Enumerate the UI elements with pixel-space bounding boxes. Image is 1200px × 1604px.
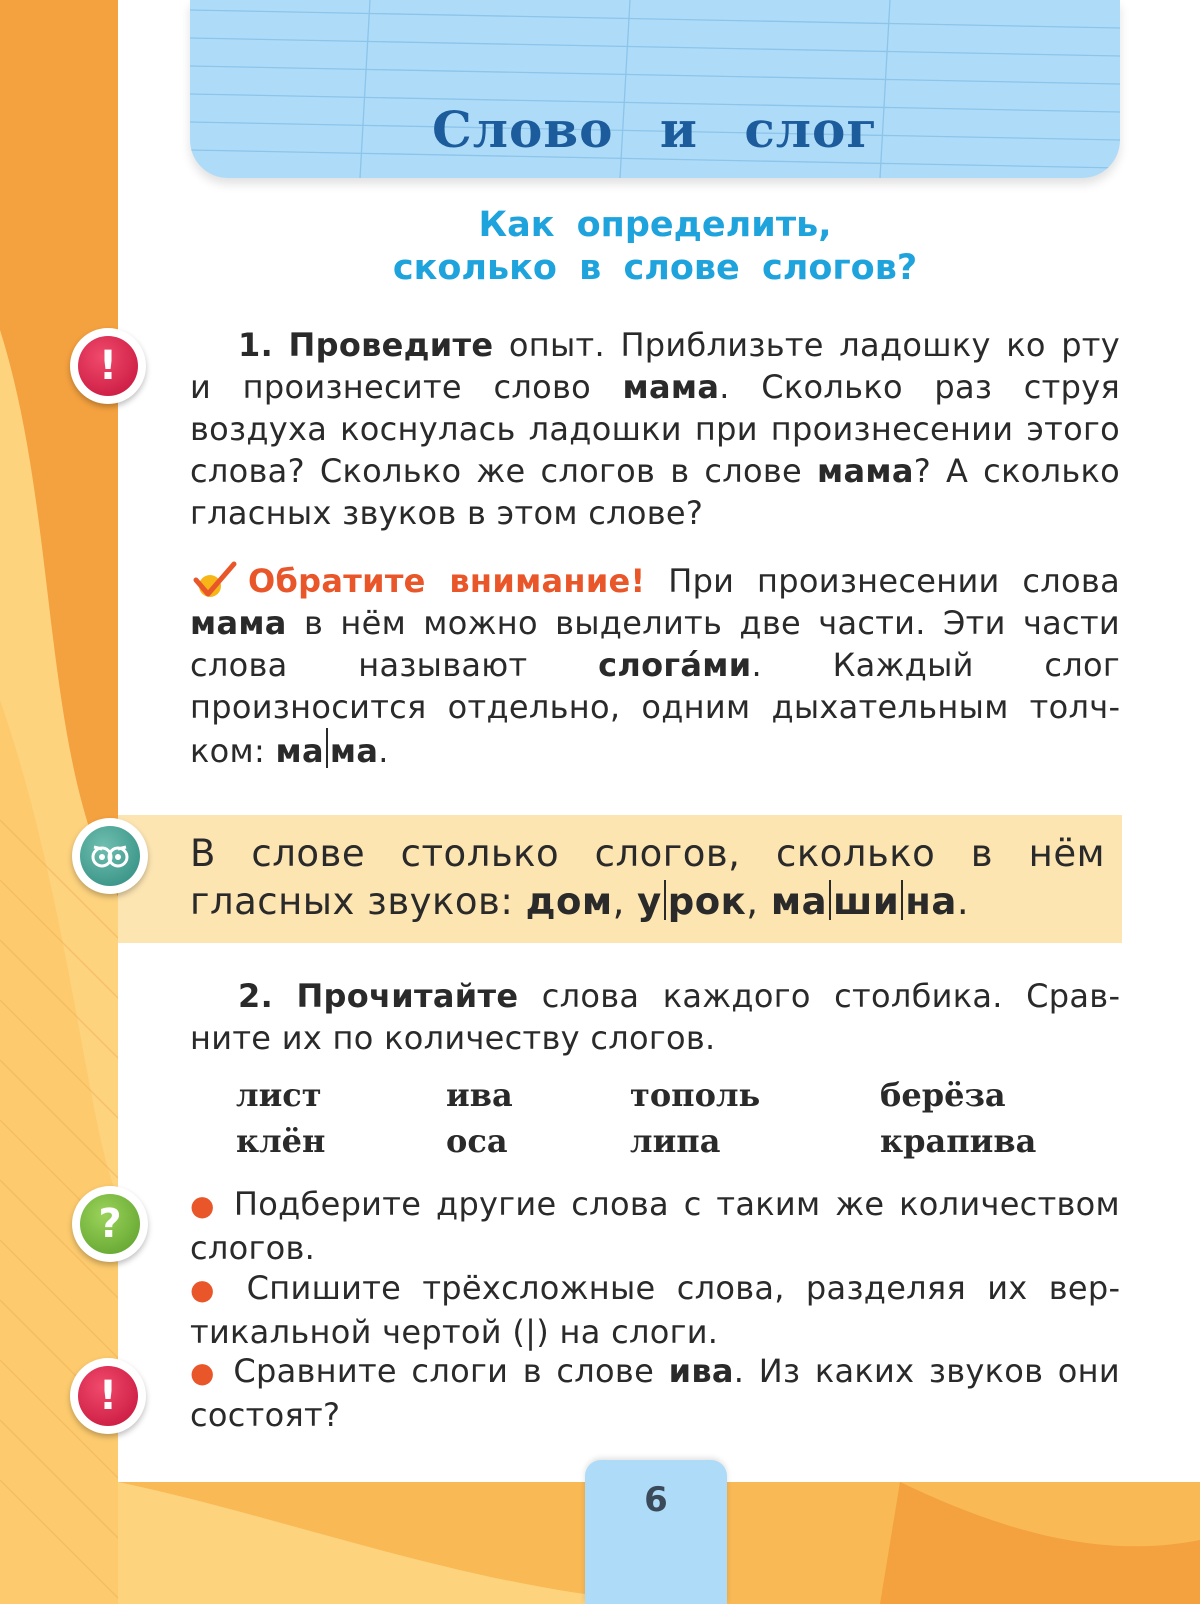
task-1-word: мама (622, 368, 720, 406)
page-number-tab (585, 1460, 727, 1604)
question-marker (72, 1186, 148, 1262)
syllable: ма (770, 880, 828, 923)
owl-icon (80, 826, 140, 886)
task-2-text: слова каждого столбика. Сравните их по количеству слогов. (190, 977, 1120, 1057)
notice-label: Обратите внимание! (248, 562, 646, 600)
notice-term: слога́ми (598, 646, 752, 684)
exclamation-icon: ! (78, 336, 138, 396)
punctuation: , (746, 880, 771, 923)
syllable-divider (829, 880, 831, 920)
syllable: у (637, 880, 662, 923)
syllable-divider (326, 728, 328, 768)
task-1-number: 1. (238, 326, 274, 364)
exclamation-icon: ! (78, 1366, 138, 1426)
notice-text: . (378, 732, 389, 770)
task-2-number: 2. (238, 977, 274, 1015)
task-2-verb: Прочитайте (296, 977, 519, 1015)
notice-word: мама (190, 604, 287, 642)
title-banner (190, 0, 1120, 178)
page-number: 6 (644, 1480, 668, 1520)
word: крапива (880, 1122, 1037, 1160)
notice-text: в нём можно выделить две части. Эти части слова называют (190, 604, 1120, 684)
bullet-icon: ● (190, 1273, 226, 1306)
bullet-text: Сравните слоги в слове (218, 1352, 669, 1390)
exclamation-marker (70, 328, 146, 404)
bullet-icon: ● (190, 1356, 219, 1389)
rule-text (190, 830, 1105, 926)
bullet-item-1 (190, 1183, 1120, 1269)
rule-sentence: В слове столько слогов, сколько в нём гласных звуков: (190, 832, 1105, 923)
syllable: на (905, 880, 957, 923)
word: оса (446, 1122, 508, 1160)
bullet-item-3 (190, 1350, 1120, 1436)
task-1-verb: Проведите (288, 326, 494, 364)
syllable-divider (664, 880, 666, 920)
word: ива (446, 1076, 513, 1114)
word: тополь (630, 1076, 761, 1114)
task-1-word: мама (817, 452, 914, 490)
word: липа (630, 1122, 721, 1160)
bullet-text: . Из каких звуков они состоят? (190, 1352, 1120, 1434)
bullet-text: Подберите другие слова с таким же количеством слогов. (190, 1185, 1120, 1267)
rule-example: дом (525, 880, 613, 923)
task-1-text: ? А сколько гласных звуков в этом слове? (190, 452, 1120, 532)
syllable: рок (667, 880, 747, 923)
task-2 (190, 975, 1120, 1059)
word: лист (236, 1076, 322, 1114)
page-title: Слово и слог (431, 100, 879, 159)
bullet-icon: ● (190, 1189, 220, 1222)
word: берёза (880, 1076, 1006, 1114)
notice-text: . Каждый слог произносится отдельно, одним дыхательным толчком: (190, 646, 1121, 770)
word: клён (236, 1122, 326, 1160)
notice-text: При произнесении слова (645, 562, 1120, 600)
syllable: ши (833, 880, 900, 923)
question-icon: ? (80, 1194, 140, 1254)
bullet-item-2 (190, 1267, 1120, 1353)
notice-block (190, 560, 1120, 772)
syllable: ма (275, 732, 324, 770)
subtitle-line-2: сколько в слове слогов? (392, 248, 918, 288)
syllable: ма (329, 732, 379, 770)
syllable-divider (901, 880, 903, 920)
bullet-text: Спишите трёхсложные слова, разделяя их вертикальной чертой (|) на слоги. (190, 1269, 1121, 1351)
task-1 (190, 324, 1120, 534)
bullet-word: ива (668, 1352, 734, 1390)
task-1-text: опыт. Приблизьте ладошку ко рту и произнесите слово (190, 326, 1120, 406)
exclamation-marker (70, 1358, 146, 1434)
task-1-text: . Сколько раз струя воздуха коснулась ладошки при произнесении этого слова? Сколько же слогов в слове (190, 368, 1120, 490)
subtitle-line-1: Как определить, (478, 205, 832, 245)
punctuation: , (612, 880, 638, 923)
owl-marker (72, 818, 148, 894)
punctuation: . (956, 880, 970, 923)
